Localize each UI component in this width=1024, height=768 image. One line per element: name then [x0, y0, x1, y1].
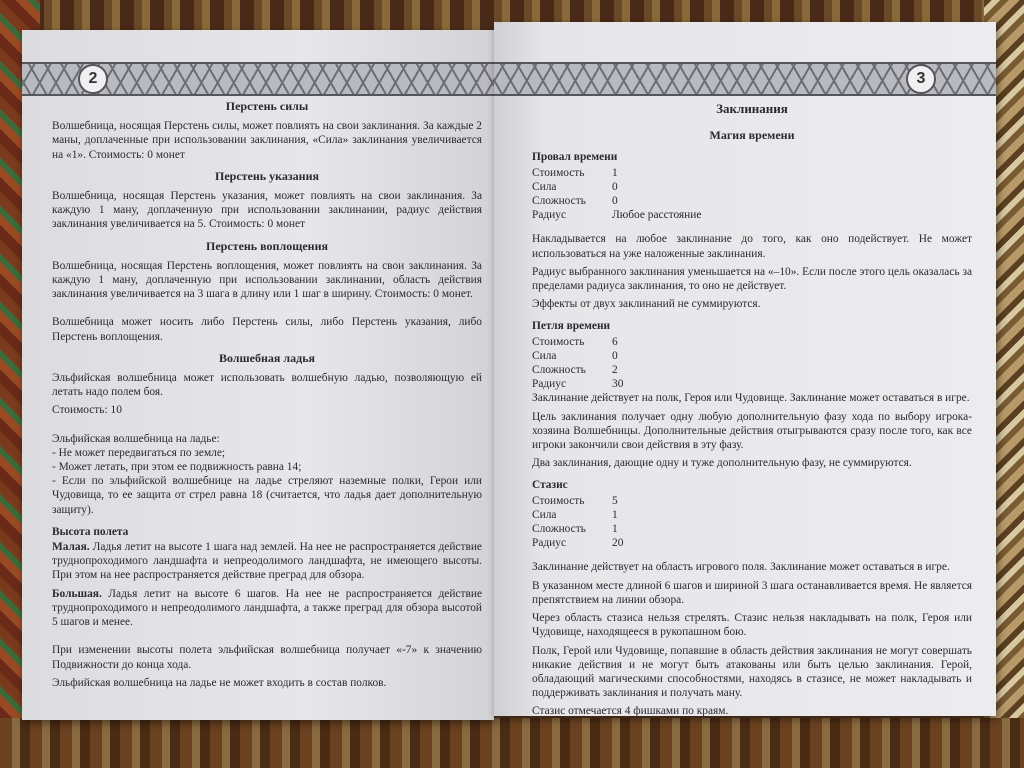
stat-key: Сложность [532, 523, 586, 536]
spell-stat-row [532, 166, 972, 180]
stat-value: 20 [612, 537, 624, 550]
stat-value: 0 [612, 195, 618, 208]
stat-value: 1 [612, 166, 618, 179]
spell-stat-row [532, 208, 972, 222]
stat-key: Стоимость [532, 494, 585, 507]
spell-stat-row [532, 335, 972, 349]
spell-stat-row [532, 377, 972, 391]
section-text: Волшебница, носящая Перстень силы, может повлиять на свои заклинания. За каждые 2 маны, доплаченные при использовании заклинания, «Сила» заклинания увеличивается на «1». Стоимость: 0 монет [52, 120, 482, 161]
stat-value: 2 [612, 364, 618, 377]
booklet-page-left [22, 30, 494, 720]
page-title: Заклинания [716, 101, 788, 116]
flight-change-note: При изменении высоты полета эльфийская волшебница получает «-7» к значению Подвижности до конца хода. [52, 644, 482, 671]
stat-key: Стоимость [532, 335, 585, 348]
section-text: Волшебница, носящая Перстень указания, может повлиять на свои заклинания. За каждую 1 ману, доплаченную при использовании заклинании, радиус действия заклинания увеличивается на 5. Стоимость: 0 монет [52, 190, 482, 231]
page-subtitle: Магия времени [709, 128, 795, 143]
stat-key: Сила [532, 180, 557, 193]
page-number-left: 2 [78, 64, 108, 94]
stat-key: Сила [532, 508, 557, 521]
section-title: Перстень воплощения [206, 238, 328, 253]
stat-value: 1 [612, 508, 618, 521]
page-number-right: 3 [906, 64, 936, 94]
booklet-page-right [494, 22, 996, 716]
spell-stat-row [532, 522, 972, 536]
spell-stat-row [532, 363, 972, 377]
stat-key: Сила [532, 349, 557, 362]
spell-paragraph: Радиус выбранного заклинания уменьшается на «–10». Если после этого цель оказалась за пределами радиуса заклинания, то оно не действует. [532, 265, 972, 293]
boat-intro: Эльфийская волшебница может использовать волшебную ладью, позволяющую ей летать надо полем боя. [52, 372, 482, 399]
stat-key: Сложность [532, 195, 586, 208]
stat-value: 0 [612, 349, 618, 362]
stat-value: 1 [612, 523, 618, 536]
spell-paragraph: Заклинание действует на полк, Героя или Чудовище. Заклинание может оставаться в игре. [532, 392, 970, 405]
flight-high [52, 587, 482, 630]
spell-paragraph: Накладывается на любое заклинание до того, как оно подействует. Не может использоваться на уже наложенные заклинания. [532, 233, 972, 260]
spell-paragraph: Заклинание действует на область игрового поля. Заклинание может оставаться в игре. [532, 561, 950, 574]
spell-name: Провал времени [532, 151, 618, 164]
spell-paragraph: Полк, Герой или Чудовище, попавшие в область действия заклинания не могут совершать никакие действия и не могут быть атакованы или быть целью заклинания. Герой, обладающий магическими способностями, находясь в стазисе, не может накладывать и поддерживать заклинания и получать ману. [532, 644, 972, 700]
spell-paragraph: Стазис отмечается 4 фишками по краям. [532, 705, 729, 718]
boat-title: Волшебная ладья [218, 350, 316, 365]
spell-stat-row [532, 180, 972, 194]
stat-value: 0 [612, 180, 618, 193]
stat-value: 5 [612, 494, 618, 507]
spell-paragraph: Через область стазиса нельзя стрелять. Стазис нельзя накладывать на полк, Героя или Чудовище, находящееся в рукопашном бою. [532, 612, 972, 639]
right-page-content [532, 102, 972, 723]
spell-stat-row [532, 536, 972, 550]
carpet-background-bottom [0, 718, 1024, 768]
spell-name: Стазис [532, 479, 568, 492]
spell-stat-row [532, 494, 972, 508]
spell-name: Петля времени [532, 320, 611, 333]
flight-no-regiment: Эльфийская волшебница на ладье не может входить в состав полков. [52, 676, 387, 689]
flight-low-text: Ладья летит на высоте 1 шага над землей. На нее не распространяется действие труднопроходимого ландшафта и непреодолимого ландшафта, не имеющего высоты. При этом на нее распространяется действие преград для обзора. [52, 541, 482, 582]
boat-bullet: - Может летать, при этом ее подвижность равна 14; [52, 461, 302, 474]
boat-cost: Стоимость: 10 [52, 404, 122, 417]
left-page-content [52, 92, 482, 694]
stat-key: Стоимость [532, 166, 585, 179]
stat-value: 30 [612, 378, 624, 391]
spell-paragraph: Два заклинания, дающие одну и туже дополнительную фазу, не суммируются. [532, 457, 912, 470]
stat-key: Радиус [532, 209, 567, 222]
stat-key: Радиус [532, 378, 567, 391]
boat-label: Эльфийская волшебница на ладье: [52, 432, 220, 445]
flight-high-text: Ладья летит на высоте 6 шагов. На нее не распространяется действие труднопроходимого и непреодолимого ландшафта, а также преград для обзора высотой 5 шагов и менее. [52, 587, 482, 629]
spell-stat-row [532, 349, 972, 363]
spell-stat-row [532, 194, 972, 208]
flight-title: Высота полета [52, 525, 129, 538]
boat-bullet: - Не может передвигаться по земле; [52, 446, 226, 459]
spell-paragraph: Эффекты от двух заклинаний не суммируются. [532, 298, 761, 311]
stat-value: 6 [612, 335, 618, 348]
flight-low-label: Малая. [52, 541, 90, 554]
spell-paragraph: Цель заклинания получает одну любую дополнительную фазу хода по выбору игрока-хозяина Волшебницы. Дополнительные действия отыгрываются сразу после того, как все игроки закончили свои действия в эту фазу. [532, 410, 972, 452]
section-text: Волшебница, носящая Перстень воплощения, может повлиять на свои заклинания. За каждую 1 ману, доплаченную при использовании заклинании, область действия заклинания увеличивается на 3 шага в длину или 1 шаг в ширину. Стоимость: 0 монет. [52, 259, 482, 301]
spell-stat-row [532, 508, 972, 522]
flight-low [52, 540, 482, 583]
boat-bullet: - Если по эльфийской волшебнице на ладье стреляют наземные полки, Герои или Чудовища, то ее защита от стрел равна 18 (считается, что ладья дает дополнительную защиту). [52, 475, 482, 516]
stat-value: Любое расстояние [612, 209, 702, 222]
spell-paragraph: В указанном месте длиной 6 шагов и шириной 3 шага останавливается время. Не является препятствием на линии обзора. [532, 579, 972, 606]
section-title: Перстень указания [214, 168, 319, 183]
flight-high-label: Большая. [52, 587, 102, 600]
stat-key: Радиус [532, 537, 567, 550]
stat-key: Сложность [532, 364, 586, 377]
section-title: Перстень силы [225, 99, 309, 113]
rings-note: Волшебница может носить либо Перстень силы, либо Перстень указания, либо Перстень воплощения. [52, 316, 482, 343]
